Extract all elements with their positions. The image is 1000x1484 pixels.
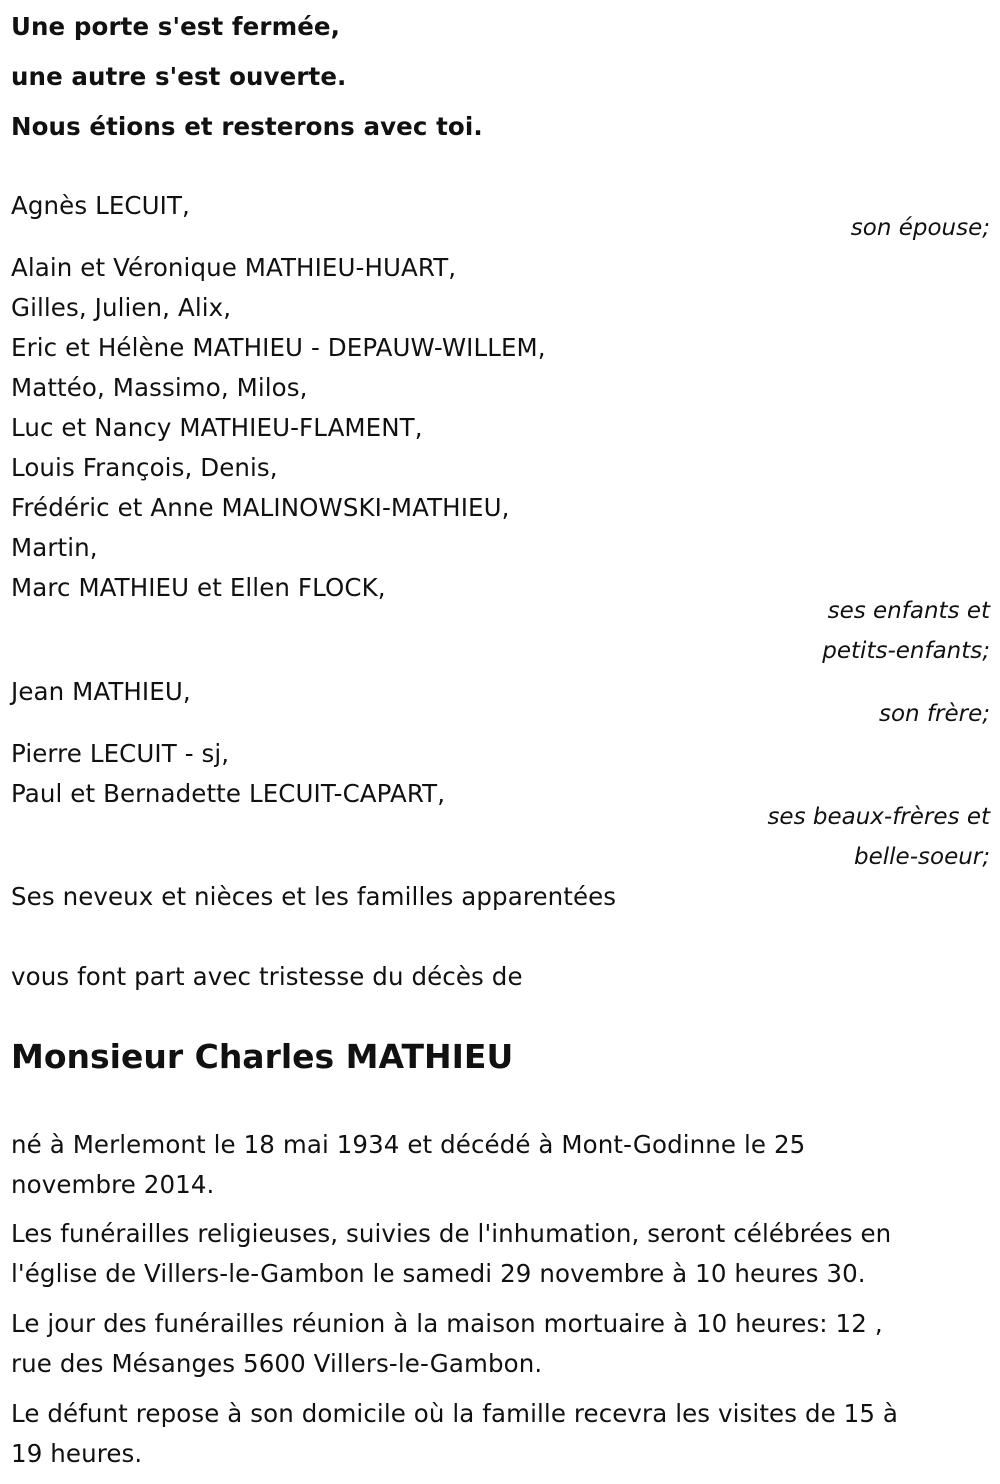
meeting-line-2: rue des Mésanges 5600 Villers-le-Gambon. — [11, 1349, 543, 1378]
relatives-line: Ses neveux et nièces et les familles apparentées — [11, 882, 617, 911]
children-relation-line-2: petits-enfants; — [822, 638, 990, 664]
deceased-name: Monsieur Charles MATHIEU — [11, 1037, 514, 1076]
poem-line-3: Nous étions et resterons avec toi. — [11, 112, 483, 141]
child-line: Gilles, Julien, Alix, — [11, 293, 232, 322]
child-line: Marc MATHIEU et Ellen FLOCK, — [11, 573, 386, 602]
child-line: Alain et Véronique MATHIEU-HUART, — [11, 253, 457, 282]
visits-line-1: Le défunt repose à son domicile où la famille recevra les visites de 15 à — [11, 1399, 899, 1428]
child-line: Martin, — [11, 533, 98, 562]
birth-death-line-2: novembre 2014. — [11, 1170, 215, 1199]
in-law-line: Paul et Bernadette LECUIT-CAPART, — [11, 779, 446, 808]
poem-line-2: une autre s'est ouverte. — [11, 62, 347, 91]
birth-death-line-1: né à Merlemont le 18 mai 1934 et décédé à Mont-Godinne le 25 — [11, 1130, 806, 1159]
brother-relation: son frère; — [878, 701, 990, 727]
child-line: Frédéric et Anne MALINOWSKI-MATHIEU, — [11, 493, 510, 522]
child-line: Louis François, Denis, — [11, 453, 278, 482]
in-laws-relation-line-2: belle-soeur; — [854, 844, 990, 870]
funeral-line-2: l'église de Villers-le-Gambon le samedi 29 novembre à 10 heures 30. — [11, 1259, 866, 1288]
spouse-name: Agnès LECUIT, — [11, 191, 190, 220]
in-law-line: Pierre LECUIT - sj, — [11, 739, 230, 768]
meeting-line-1: Le jour des funérailles réunion à la maison mortuaire à 10 heures: 12 , — [11, 1309, 883, 1338]
spouse-relation: son épouse; — [850, 215, 990, 241]
visits-line-2: 19 heures. — [11, 1439, 143, 1468]
brother-name: Jean MATHIEU, — [11, 677, 191, 706]
announcement-line: vous font part avec tristesse du décès de — [11, 962, 523, 991]
child-line: Eric et Hélène MATHIEU - DEPAUW-WILLEM, — [11, 333, 546, 362]
child-line: Luc et Nancy MATHIEU-FLAMENT, — [11, 413, 423, 442]
funeral-line-1: Les funérailles religieuses, suivies de l'inhumation, seront célébrées en — [11, 1219, 892, 1248]
poem-line-1: Une porte s'est fermée, — [11, 12, 341, 41]
in-laws-relation-line-1: ses beaux-frères et — [767, 804, 990, 830]
child-line: Mattéo, Massimo, Milos, — [11, 373, 308, 402]
children-relation-line-1: ses enfants et — [827, 598, 990, 624]
